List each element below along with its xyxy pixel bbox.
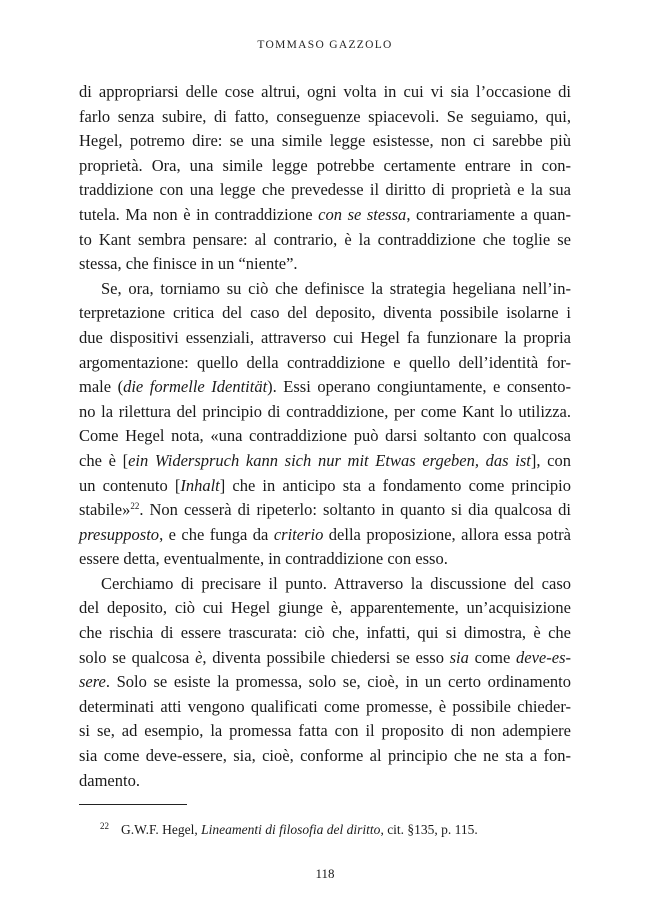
italic-phrase: ein Widerspruch kann sich nur mit Etwas ergeben, das ist (128, 450, 531, 470)
text-line: tutela. Ma non è in contraddizione con se stessa, contrariamente a quan- (79, 204, 571, 224)
text-line: Come Hegel nota, «una contraddizione può darsi soltanto con qualcosa (79, 426, 571, 446)
body-text (79, 80, 571, 793)
text-line: essere detta, eventualmente, in contraddizione con esso. (79, 549, 448, 569)
italic-phrase: deve-es- (516, 647, 571, 667)
text-line: Hegel, potremo dire: se una simile legge esistesse, non ci sarebbe più (79, 131, 571, 151)
text-line: proprietà. Ora, una simile legge potrebbe certamente entrare in con- (79, 155, 571, 175)
text-line: di appropriarsi delle cose altrui, ogni volta in cui vi sia l’occasione di (79, 82, 571, 101)
footnote-divider (79, 804, 187, 805)
text-line: stabile»$^{22}$. Non cesserà di ripeterlo: soltanto in quanto si dia qualcosa di (79, 500, 571, 520)
italic-phrase: Inhalt (180, 475, 220, 495)
italic-phrase: presupposto (79, 524, 160, 544)
text-line: argomentazione: quello della contraddizione e quello dell’identità for- (79, 352, 571, 372)
footnote (100, 821, 478, 838)
text-line: farlo senza subire, di fatto, conseguenze spiacevoli. Se seguiamo, qui, (79, 106, 571, 126)
text-line: male (die formelle Identität). Essi operano congiuntamente, e consento- (79, 377, 571, 397)
text-line: no la rilettura del principio di contraddizione, per come Kant lo utilizza. (79, 401, 571, 421)
italic-phrase: criterio (273, 524, 324, 544)
text-line: stessa, che finisce in un “niente”. (79, 254, 298, 274)
italic-phrase: sia (449, 647, 469, 667)
italic-phrase: sere (79, 672, 106, 692)
running-head: TOMMASO GAZZOLO (257, 39, 393, 51)
footnote-title: Lineamenti di filosofia del diritto (201, 822, 381, 837)
text-line: determinati atti vengono qualificati come promesse, è possibile chieder- (79, 696, 571, 716)
text-line: due dispositivi essenziali, attraverso cui Hegel fa funzionare la propria (79, 327, 571, 347)
footnote-number: 22 (100, 821, 109, 831)
italic-phrase: die formelle Identität (123, 377, 268, 397)
text-line: si se, ad esempio, la promessa fatta con il proposito di non adempiere (79, 721, 571, 741)
text-line: terpretazione critica del caso del deposito, diventa possibile isolarne i (79, 303, 571, 323)
text-line: Cerchiamo di precisare il punto. Attraverso la discussione del caso (101, 573, 571, 593)
italic-phrase: con se stessa (318, 204, 407, 224)
text-line: un contenuto [Inhalt] che in anticipo sta a fondamento come principio (79, 475, 572, 495)
page-number: 118 (315, 866, 335, 881)
text-line: del deposito, ciò cui Hegel giunge è, apparentemente, un’acquisizione (79, 598, 571, 618)
text-line: sere. Solo se esiste la promessa, solo se, cioè, in un certo ordinamento (79, 672, 571, 692)
text-line: che è [ein Widerspruch kann sich nur mit Etwas ergeben, das ist], con (79, 450, 571, 470)
text-line: damento. (79, 770, 140, 790)
text-line: presupposto, e che funga da criterio della proposizione, allora essa potrà (79, 524, 571, 544)
text-line: che rischia di essere trascurata: ciò che, infatti, qui si dimostra, è che (79, 623, 571, 643)
text-line: solo se qualcosa è, diventa possibile chiedersi se esso sia come deve-es- (79, 647, 571, 667)
footnote-author: G.W.F. Hegel, (121, 822, 202, 837)
text-line: Se, ora, torniamo su ciò che definisce la strategia hegeliana nell’in- (101, 278, 571, 298)
text-line: sia come deve-essere, sia, cioè, conforme al principio che ne sta a fon- (79, 746, 571, 766)
text-line: to Kant sembra pensare: al contrario, è la contraddizione che toglie se (79, 229, 571, 249)
text-line: traddizione con una legge che prevedesse il diritto di proprietà e la sua (79, 180, 571, 200)
italic-phrase: è (195, 647, 203, 667)
footnote-citation: , cit. §135, p. 115. (380, 822, 478, 837)
footnote-reference[interactable]: 22 (130, 501, 140, 512)
